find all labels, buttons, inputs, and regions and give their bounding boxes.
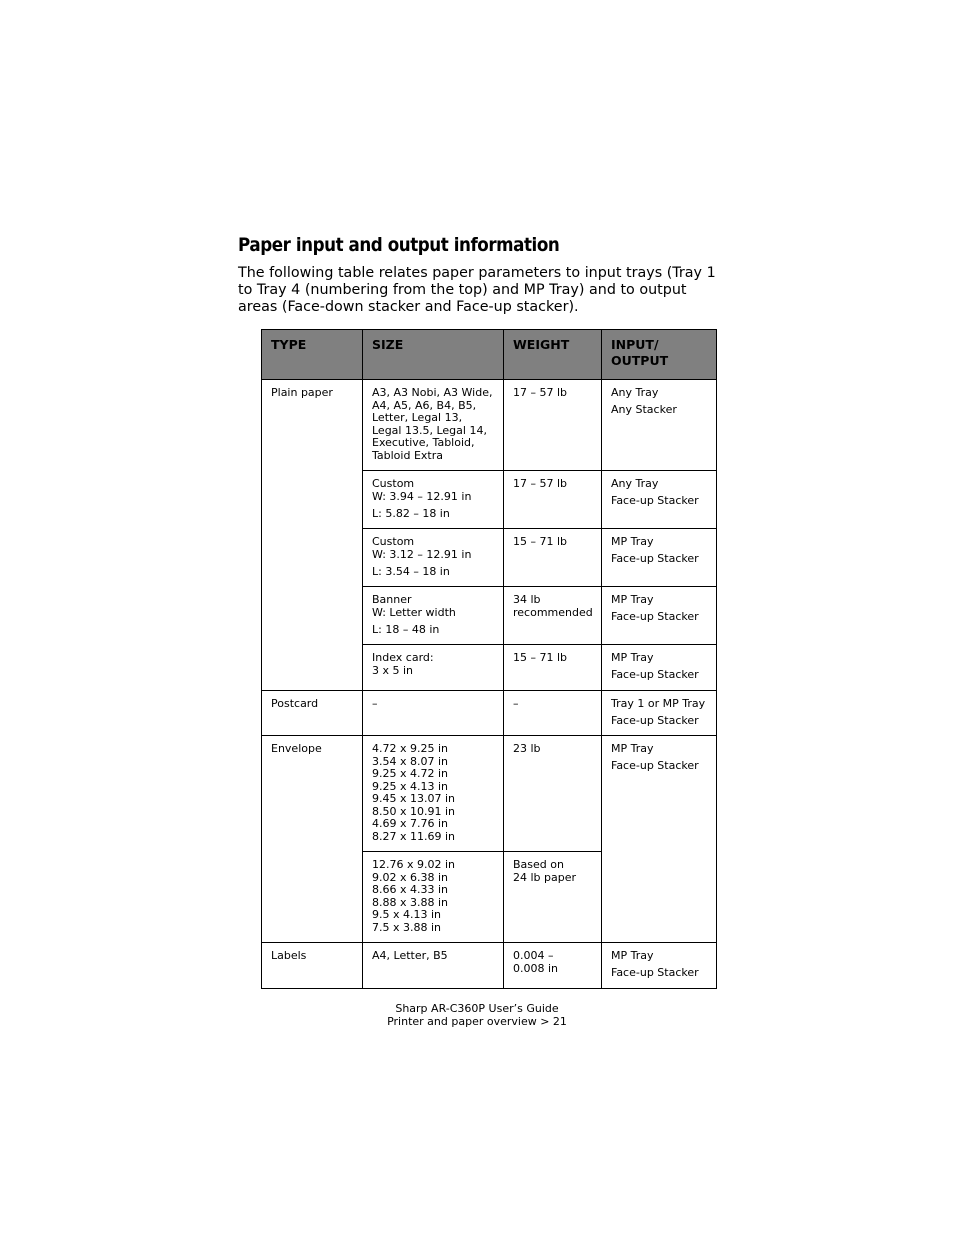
- footer-page-ref: Printer and paper overview > 21: [387, 1014, 567, 1028]
- input-text: MP Tray: [611, 535, 654, 548]
- size-cell: [363, 529, 504, 587]
- type-cell: Postcard: [262, 690, 363, 736]
- size-line: 12.76 x 9.02 in: [372, 858, 456, 871]
- table-header-row: [262, 330, 717, 380]
- page-footer: [0, 1003, 954, 1028]
- input-output-cell: [602, 690, 717, 736]
- size-line: 9.25 x 4.72 in: [372, 767, 449, 780]
- weight-cell: 17 – 57 lb: [504, 471, 602, 529]
- size-line: 7.5 x 3.88 in: [372, 920, 442, 934]
- size-line: 8.88 x 3.88 in: [372, 895, 449, 909]
- input-output-cell: [602, 645, 717, 691]
- type-cell: Labels: [262, 943, 363, 989]
- weight-cell: 17 – 57 lb: [504, 380, 602, 471]
- size-cell: [363, 645, 504, 691]
- weight-cell: [504, 852, 602, 943]
- size-line: A3, A3 Nobi, A3 Wide,: [372, 386, 493, 399]
- size-cell: –: [363, 690, 504, 736]
- size-line: Custom: [372, 477, 415, 490]
- header-io-line: INPUT/: [611, 337, 659, 352]
- input-text: MP Tray: [611, 949, 654, 962]
- weight-cell: [504, 587, 602, 645]
- size-line: Custom: [372, 535, 415, 548]
- size-line: W: 3.94 – 12.91 in: [372, 489, 472, 503]
- size-line: 3.54 x 8.07 in: [372, 754, 449, 768]
- weight-cell: –: [504, 690, 602, 736]
- input-output-cell: [602, 471, 717, 529]
- size-line: L: 3.54 – 18 in: [372, 564, 450, 578]
- size-line: Executive, Tabloid,: [372, 436, 475, 449]
- size-line: L: 5.82 – 18 in: [372, 506, 450, 520]
- size-line: 4.69 x 7.76 in: [372, 817, 449, 830]
- table-row: [262, 380, 717, 471]
- output-text: Face-up Stacker: [611, 494, 699, 507]
- table-row: [262, 736, 717, 852]
- output-text: Face-up Stacker: [611, 610, 699, 623]
- size-line: Letter, Legal 13,: [372, 411, 463, 424]
- input-output-cell: [602, 529, 717, 587]
- table-row: [262, 943, 717, 989]
- output-text: Any Stacker: [611, 403, 677, 416]
- weight-line: 34 lb: [513, 593, 541, 606]
- input-text: Tray 1 or MP Tray: [611, 696, 706, 710]
- output-text: Face-up Stacker: [611, 713, 699, 727]
- output-text: Face-up Stacker: [611, 552, 699, 565]
- input-text: Any Tray: [611, 386, 659, 399]
- input-text: MP Tray: [611, 593, 654, 606]
- output-text: Face-up Stacker: [611, 759, 699, 772]
- size-line: W: 3.12 – 12.91 in: [372, 547, 472, 561]
- output-text: Face-up Stacker: [611, 668, 699, 681]
- header-size: SIZE: [363, 330, 504, 380]
- size-line: Index card:: [372, 651, 434, 664]
- intro-paragraph: The following table relates paper parameters to input trays (Tray 1 to Tray 4 (numbering from the top) and MP Tray) and to output areas (Face-down stacker and Face-up stacker).: [238, 265, 716, 315]
- input-output-cell: [602, 736, 717, 943]
- size-line: 8.50 x 10.91 in: [372, 804, 456, 818]
- size-cell: [363, 736, 504, 852]
- weight-line: 24 lb paper: [513, 870, 577, 884]
- size-line: Banner: [372, 593, 412, 606]
- size-line: 9.5 x 4.13 in: [372, 908, 442, 921]
- size-line: Tabloid Extra: [372, 448, 443, 462]
- input-text: Any Tray: [611, 477, 659, 490]
- input-text: MP Tray: [611, 651, 654, 664]
- size-line: A4, A5, A6, B4, B5,: [372, 398, 477, 412]
- size-line: 9.45 x 13.07 in: [372, 792, 456, 805]
- type-cell: Envelope: [262, 736, 363, 943]
- size-cell: [363, 587, 504, 645]
- size-line: 8.27 x 11.69 in: [372, 829, 456, 843]
- size-cell: A4, Letter, B5: [363, 943, 504, 989]
- size-line: 9.02 x 6.38 in: [372, 870, 449, 884]
- header-input-output: [602, 330, 717, 380]
- size-line: Legal 13.5, Legal 14,: [372, 423, 487, 437]
- input-output-cell: [602, 587, 717, 645]
- size-line: L: 18 – 48 in: [372, 622, 440, 636]
- weight-cell: [504, 943, 602, 989]
- size-line: 9.25 x 4.13 in: [372, 779, 449, 793]
- footer-guide-title: Sharp AR-C360P User’s Guide: [395, 1002, 559, 1015]
- header-type: TYPE: [262, 330, 363, 380]
- weight-line: 0.008 in: [513, 961, 559, 975]
- weight-cell: 15 – 71 lb: [504, 529, 602, 587]
- table-row: [262, 690, 717, 736]
- weight-line: recommended: [513, 605, 593, 619]
- output-text: Face-up Stacker: [611, 966, 699, 979]
- size-line: 8.66 x 4.33 in: [372, 883, 449, 896]
- input-output-cell: [602, 943, 717, 989]
- weight-cell: 15 – 71 lb: [504, 645, 602, 691]
- size-cell: [363, 380, 504, 471]
- page-title: Paper input and output information: [238, 234, 560, 256]
- paper-info-table: [261, 329, 717, 989]
- header-io-line: OUTPUT: [611, 353, 669, 368]
- type-cell: Plain paper: [262, 380, 363, 691]
- input-output-cell: [602, 380, 717, 471]
- size-line: W: Letter width: [372, 605, 456, 619]
- size-cell: [363, 852, 504, 943]
- size-cell: [363, 471, 504, 529]
- weight-cell: 23 lb: [504, 736, 602, 852]
- size-line: 4.72 x 9.25 in: [372, 742, 449, 755]
- weight-line: Based on: [513, 858, 564, 871]
- header-weight: WEIGHT: [504, 330, 602, 380]
- weight-line: 0.004 –: [513, 949, 554, 962]
- size-line: 3 x 5 in: [372, 663, 414, 677]
- input-text: MP Tray: [611, 742, 654, 755]
